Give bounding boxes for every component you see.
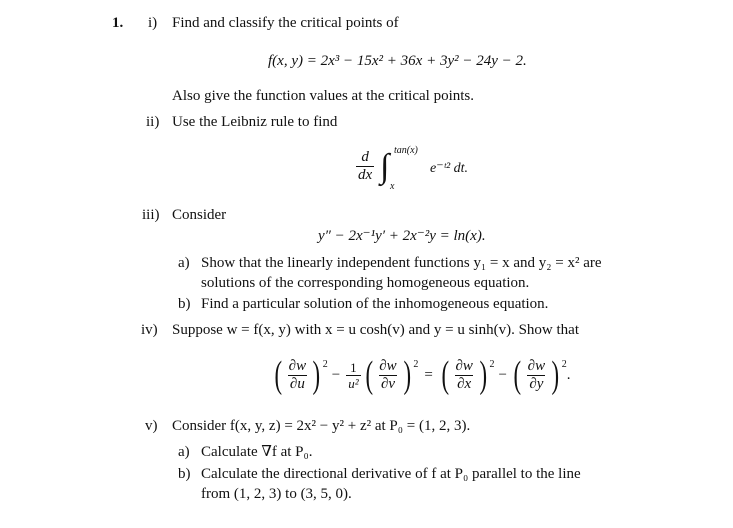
paren-close-3: ) bbox=[479, 354, 488, 396]
ode-equation: y″ − 2x⁻¹y′ + 2x⁻²y = ln(x). bbox=[318, 228, 486, 244]
part-v-instruction: Consider f(x, y, z) = 2x² − y² + z² at P₀ = (1, 2, 3). bbox=[172, 418, 471, 434]
part-v-b-text-line1: Calculate the directional derivative of f at P₀ parallel to the line bbox=[201, 466, 581, 482]
part-v-a-text: Calculate ∇f at P₀. bbox=[201, 444, 313, 460]
integral-sign: ∫ bbox=[380, 148, 390, 185]
dv-denominator: ∂v bbox=[380, 375, 396, 392]
part-i-followup: Also give the function values at the critical points. bbox=[172, 88, 475, 104]
part-iv-label: iv) bbox=[141, 322, 158, 338]
derivative-d: d bbox=[361, 149, 369, 165]
one-numerator: 1 bbox=[350, 359, 357, 375]
paren-open-4: ( bbox=[513, 354, 522, 396]
dw-numerator-4: ∂w bbox=[527, 357, 546, 374]
integral-lower-limit: x bbox=[390, 181, 395, 192]
part-v-label: v) bbox=[145, 418, 158, 434]
paren-close-1: ) bbox=[312, 354, 321, 396]
paren-open-3: ( bbox=[441, 354, 449, 396]
equals-sign: = bbox=[424, 366, 433, 383]
identity-period: . bbox=[566, 366, 571, 383]
square-exponent-1: 2 bbox=[322, 359, 328, 370]
minus-sign-2: − bbox=[498, 366, 508, 383]
paren-open-1: ( bbox=[274, 354, 283, 396]
dw-numerator-1: ∂w bbox=[288, 357, 307, 374]
part-i-function bbox=[268, 54, 527, 69]
dx-denominator: ∂x bbox=[457, 375, 472, 392]
dw-numerator-2: ∂w bbox=[379, 357, 397, 374]
u-squared-denominator: u² bbox=[348, 375, 359, 391]
part-iii-label: iii) bbox=[142, 207, 160, 223]
part-v-b-label: b) bbox=[178, 466, 191, 482]
part-i-instruction: Find and classify the critical points of bbox=[172, 15, 399, 31]
square-exponent-3: 2 bbox=[489, 359, 495, 370]
paren-close-2: ) bbox=[403, 354, 411, 396]
minus-sign-1: − bbox=[331, 366, 341, 383]
part-iv-instruction: Suppose w = f(x, y) with x = u cosh(v) and y = u sinh(v). Show that bbox=[172, 322, 580, 338]
du-denominator: ∂u bbox=[289, 375, 305, 392]
dy-denominator: ∂y bbox=[529, 375, 544, 392]
paren-open-2: ( bbox=[365, 354, 373, 396]
dw-du-fraction bbox=[287, 359, 308, 392]
part-iii-b-label: b) bbox=[178, 296, 191, 312]
problem-number: 1. bbox=[112, 15, 124, 31]
square-exponent-2: 2 bbox=[413, 359, 419, 370]
dw-dy-fraction bbox=[526, 359, 547, 392]
part-v-b-text-line2: from (1, 2, 3) to (3, 5, 0). bbox=[201, 486, 352, 502]
integrand: e⁻ᵗ² dt. bbox=[430, 161, 469, 176]
square-exponent-4: 2 bbox=[561, 359, 567, 370]
derivative-operator bbox=[356, 150, 374, 183]
part-iii-a-text-line1: Show that the linearly independent functions y₁ = x and y₂ = x² are bbox=[201, 255, 602, 271]
dw-dv-fraction bbox=[377, 359, 398, 392]
one-over-u-squared bbox=[346, 361, 360, 390]
paren-close-4: ) bbox=[551, 354, 560, 396]
part-iii-instruction: Consider bbox=[172, 207, 227, 223]
part-i-label: i) bbox=[148, 15, 158, 31]
integral-upper-limit: tan(x) bbox=[394, 145, 418, 156]
part-ii-label: ii) bbox=[146, 114, 160, 130]
part-v-a-label: a) bbox=[178, 444, 190, 460]
derivative-dx: dx bbox=[358, 167, 373, 183]
part-iii-b-text: Find a particular solution of the inhomogeneous equation. bbox=[201, 296, 549, 312]
part-iii-a-text-line2: solutions of the corresponding homogeneous equation. bbox=[201, 275, 530, 291]
dw-numerator-3: ∂w bbox=[455, 357, 473, 374]
part-i-function-rhs: = 2x³ − 15x² + 36x + 3y² − 24y − 2. bbox=[306, 53, 527, 69]
part-i-function-lhs: f(x, y) bbox=[268, 53, 303, 69]
part-iii-a-label: a) bbox=[178, 255, 190, 271]
leibniz-expression bbox=[354, 145, 494, 194]
dw-dx-fraction bbox=[453, 359, 474, 392]
chain-rule-identity bbox=[272, 350, 571, 400]
part-ii-instruction: Use the Leibniz rule to find bbox=[172, 114, 338, 130]
